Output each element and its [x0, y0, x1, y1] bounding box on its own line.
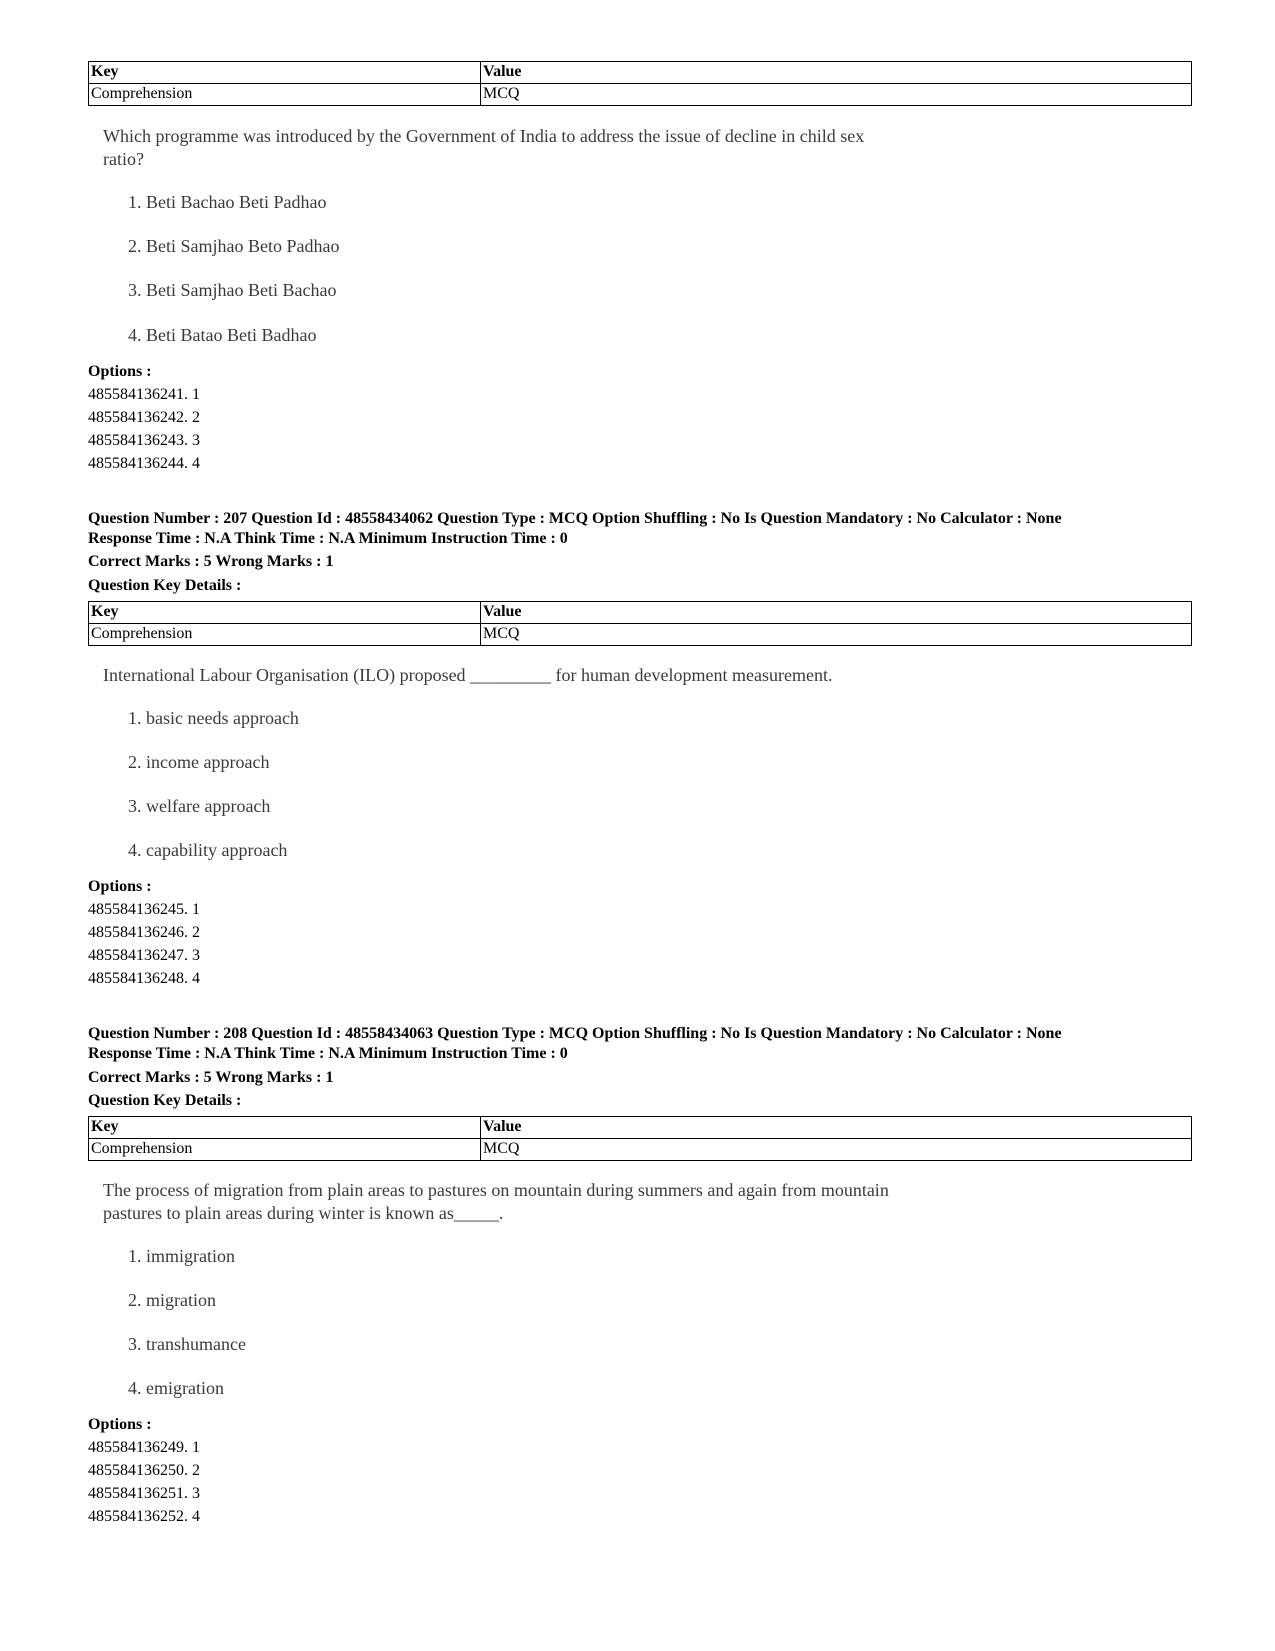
table-row [89, 1139, 1192, 1161]
option-id: 485584136249. 1 [88, 1439, 200, 1456]
option-id: 485584136247. 3 [88, 947, 200, 964]
question-text [103, 125, 963, 171]
option-id: 485584136243. 3 [88, 432, 200, 449]
value-cell: MCQ [481, 1139, 1192, 1161]
option-id: 485584136248. 4 [88, 970, 200, 987]
key-cell: Comprehension [89, 84, 481, 106]
option-id: 485584136252. 4 [88, 1508, 200, 1525]
question-key-details-label: Question Key Details : [88, 577, 242, 594]
question-text-line: International Labour Organisation (ILO) proposed _________ for human development measurement. [103, 665, 833, 685]
question-text-line: pastures to plain areas during winter is known as_____. [103, 1203, 504, 1223]
question-meta-line: Response Time : N.A Think Time : N.A Minimum Instruction Time : 0 [88, 530, 568, 547]
option-id: 485584136242. 2 [88, 409, 200, 426]
choice-item: 4. Beti Batao Beti Badhao [128, 325, 317, 345]
choice-item: 4. emigration [128, 1378, 224, 1398]
value-header: Value [481, 1117, 1192, 1139]
choice-item: 1. Beti Bachao Beti Padhao [128, 192, 327, 212]
question-marks: Correct Marks : 5 Wrong Marks : 1 [88, 553, 334, 570]
choice-item: 1. immigration [128, 1246, 235, 1266]
question-text-line: The process of migration from plain areas to pastures on mountain during summers and again from mountain [103, 1180, 889, 1200]
question-text [103, 1179, 963, 1225]
question-key-details-label: Question Key Details : [88, 1092, 242, 1109]
key-cell: Comprehension [89, 624, 481, 646]
table-row [89, 624, 1192, 646]
question-text [103, 664, 963, 687]
value-cell: MCQ [481, 84, 1192, 106]
question-key-table [88, 61, 1192, 106]
question-meta-line: Question Number : 207 Question Id : 48558434062 Question Type : MCQ Option Shuffling : No Is Question Mandatory : No Calculator : None [88, 510, 1062, 527]
question-key-table [88, 601, 1192, 646]
value-cell: MCQ [481, 624, 1192, 646]
options-label: Options : [88, 363, 152, 380]
option-id: 485584136245. 1 [88, 901, 200, 918]
question-key-table [88, 1116, 1192, 1161]
table-header-row [89, 62, 1192, 84]
choice-item: 3. welfare approach [128, 796, 271, 816]
options-label: Options : [88, 1416, 152, 1433]
key-cell: Comprehension [89, 1139, 481, 1161]
option-id: 485584136246. 2 [88, 924, 200, 941]
choice-item: 2. Beti Samjhao Beto Padhao [128, 236, 340, 256]
value-header: Value [481, 602, 1192, 624]
choice-item: 2. income approach [128, 752, 270, 772]
choice-item: 3. transhumance [128, 1334, 246, 1354]
choice-item: 3. Beti Samjhao Beti Bachao [128, 280, 337, 300]
option-id: 485584136250. 2 [88, 1462, 200, 1479]
question-marks: Correct Marks : 5 Wrong Marks : 1 [88, 1069, 334, 1086]
choice-item: 1. basic needs approach [128, 708, 299, 728]
choice-item: 2. migration [128, 1290, 216, 1310]
option-id: 485584136251. 3 [88, 1485, 200, 1502]
value-header: Value [481, 62, 1192, 84]
key-header: Key [89, 602, 481, 624]
key-header: Key [89, 62, 481, 84]
option-id: 485584136241. 1 [88, 386, 200, 403]
choice-item: 4. capability approach [128, 840, 288, 860]
key-header: Key [89, 1117, 481, 1139]
question-meta-line: Question Number : 208 Question Id : 48558434063 Question Type : MCQ Option Shuffling : No Is Question Mandatory : No Calculator : None [88, 1025, 1062, 1042]
table-row [89, 84, 1192, 106]
question-meta-line: Response Time : N.A Think Time : N.A Minimum Instruction Time : 0 [88, 1045, 568, 1062]
question-text-line: Which programme was introduced by the Government of India to address the issue of decline in child sex [103, 126, 865, 146]
table-header-row [89, 602, 1192, 624]
option-id: 485584136244. 4 [88, 455, 200, 472]
options-label: Options : [88, 878, 152, 895]
table-header-row [89, 1117, 1192, 1139]
question-text-line: ratio? [103, 149, 144, 169]
